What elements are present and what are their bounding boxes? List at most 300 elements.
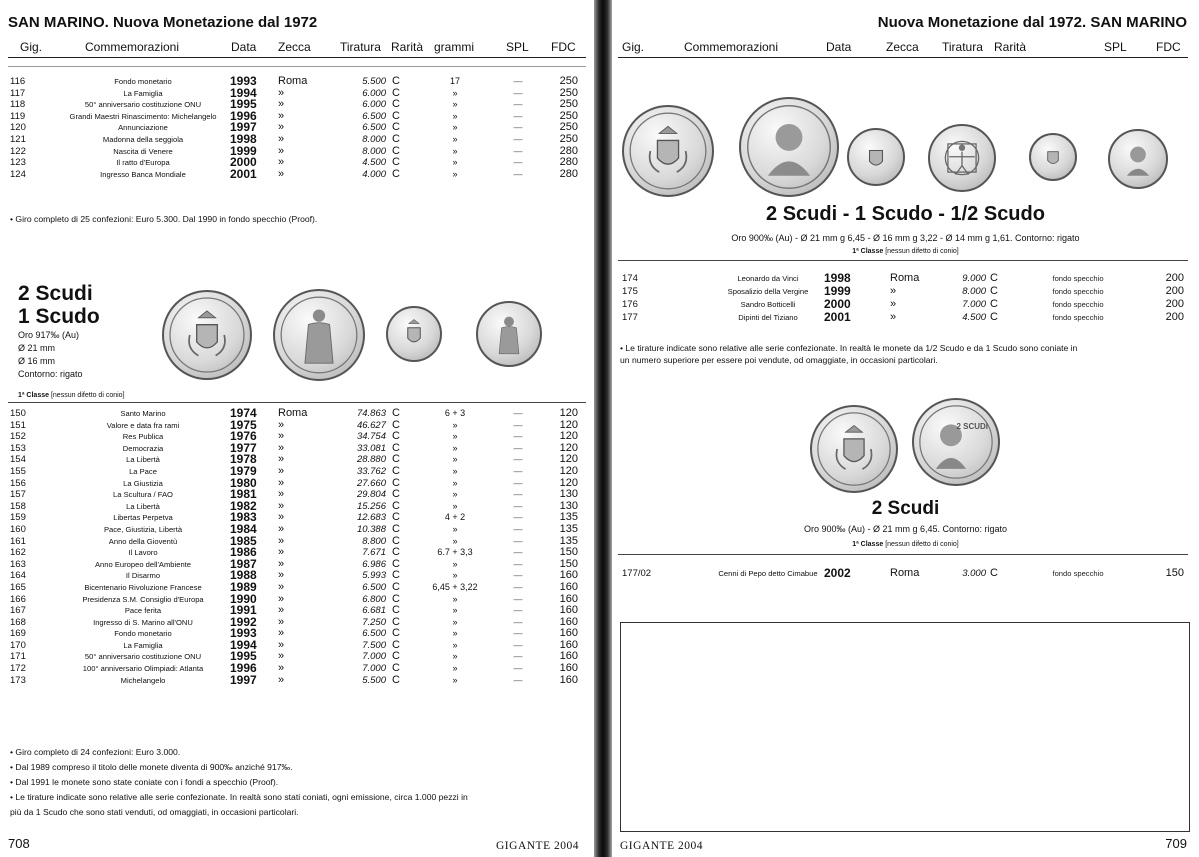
cell-name: Il Disarmo — [125, 571, 161, 581]
table-row — [8, 454, 586, 466]
table-row — [8, 614, 586, 629]
cell-number: 169 — [10, 628, 26, 640]
header-gig: Gig. — [622, 40, 645, 54]
cell-fdc: 250 — [559, 86, 578, 99]
cell-spl: — — [513, 639, 523, 650]
header-grammi: grammi — [434, 40, 475, 54]
cell-number: 177 — [622, 312, 638, 323]
header-fdc: FDC — [551, 40, 576, 54]
note-line: • Le tirature indicate sono relative alle serie confezionate. In realtà sono stati coniati, ogni emissione, circa 1.000 pezzi in — [10, 792, 468, 802]
cell-mint: » — [278, 604, 285, 617]
cell-tiratura: 6.986 — [362, 558, 386, 570]
cell-grammi: » — [452, 558, 458, 569]
note-line: • Dal 1991 le monete sono state coniate con i fondi a specchio (Proof). — [10, 777, 279, 787]
cell-mint: » — [278, 499, 285, 512]
cell-mint: » — [278, 488, 285, 501]
table-row — [8, 489, 586, 501]
cell-mint: » — [278, 546, 285, 559]
table-row — [618, 299, 1188, 312]
cell-mint: » — [278, 662, 285, 675]
cell-tiratura: 6.500 — [362, 110, 386, 122]
cell-number: 167 — [10, 605, 26, 617]
cell-year: 1980 — [230, 475, 257, 490]
page-number: 709 — [1165, 836, 1187, 851]
header-rule — [8, 66, 586, 67]
left-page — [0, 0, 594, 857]
cell-number: 158 — [10, 500, 26, 512]
cell-tiratura: 4.000 — [362, 168, 386, 180]
cell-rarita: C — [990, 272, 998, 284]
cell-grammi: » — [452, 489, 458, 500]
cell-grammi: » — [452, 605, 458, 616]
cell-year: 1985 — [230, 533, 257, 548]
cell-year: 1986 — [230, 545, 257, 560]
cell-name: Ingresso di S. Marino all'ONU — [93, 617, 193, 627]
cell-name: Anno Europeo dell'Ambiente — [94, 559, 192, 569]
coat-of-arms-icon — [624, 107, 712, 195]
coin-2002-obverse — [810, 405, 898, 493]
cell-year: 1999 — [824, 284, 851, 298]
cell-name: 50° anniversario costituzione ONU — [84, 652, 202, 662]
cell-tiratura: 74.863 — [356, 408, 386, 419]
cell-mint: » — [278, 464, 285, 477]
cell-year: 1993 — [230, 74, 257, 88]
cell-mint: » — [278, 144, 285, 157]
cell-tiratura: 5.500 — [362, 76, 386, 87]
cell-grammi: » — [452, 157, 458, 168]
cell-fdc: 160 — [559, 580, 578, 593]
header-spl: SPL — [1104, 40, 1127, 54]
cell-tiratura: 8.000 — [362, 145, 386, 157]
cell-spl: — — [513, 477, 523, 488]
cell-mint: » — [278, 592, 285, 605]
cell-tiratura: 3.000 — [962, 568, 986, 579]
cell-spl: — — [513, 663, 523, 674]
coin-half-scudo-reverse — [1108, 129, 1168, 189]
cell-grammi: » — [452, 145, 458, 156]
cell-name: Ingresso Banca Mondiale — [100, 169, 186, 179]
footer: GIGANTE 2004 — [620, 840, 703, 852]
cell-grammi: » — [452, 454, 458, 465]
cell-fdc: 150 — [559, 546, 578, 559]
cell-name: Michelangelo — [120, 675, 166, 685]
cell-year: 1976 — [230, 429, 257, 444]
cell-name: Madonna della seggiola — [102, 134, 184, 144]
cell-rarita: C — [392, 569, 400, 582]
cell-tiratura: 8.000 — [962, 286, 986, 297]
table-row — [8, 408, 586, 420]
cell-name: La Pace — [129, 466, 157, 476]
cell-fdc: 160 — [559, 627, 578, 640]
table-row — [8, 157, 586, 169]
cell-year: 1995 — [230, 97, 257, 112]
table-1998-series — [618, 273, 1188, 325]
cell-year: 1990 — [230, 591, 257, 606]
cell-rarita: C — [990, 311, 998, 323]
coat-of-arms-icon — [164, 292, 250, 378]
section-specs-2: Oro 900‰ (Au) - Ø 21 mm g 6,45. Contorno: rigato — [803, 524, 1008, 534]
section-specs-1: Oro 900‰ (Au) - Ø 21 mm g 6,45 - Ø 16 mm g 3,22 - Ø 14 mm g 1,61. Contorno: rigato — [731, 233, 1080, 243]
vitruvian-man-icon — [930, 126, 994, 190]
cell-mint: » — [278, 615, 285, 628]
cell-year: 1998 — [230, 131, 257, 146]
cell-tiratura: 29.804 — [356, 489, 386, 501]
cell-number: 173 — [10, 674, 26, 686]
table-row — [8, 108, 586, 123]
section-title-2-scudi: 2 Scudi — [18, 282, 93, 305]
cell-number: 124 — [10, 168, 26, 180]
cell-grammi: » — [452, 651, 458, 662]
cell-rarita: C — [392, 546, 400, 559]
cell-rarita: C — [392, 638, 400, 651]
cell-tiratura: 10.388 — [356, 523, 386, 535]
cell-name: Leonardo da Vinci — [737, 274, 799, 283]
cell-name: 100° anniversario Olimpiadi: Atlanta — [82, 664, 204, 674]
cell-grammi: » — [452, 663, 458, 674]
saint-figure-icon — [478, 303, 540, 365]
cell-tiratura: 6.500 — [362, 581, 386, 593]
cell-mint: » — [278, 627, 285, 640]
cell-grammi: » — [452, 87, 458, 98]
table-row — [8, 533, 586, 548]
cell-mint: » — [890, 298, 897, 310]
cell-rarita: C — [392, 430, 400, 443]
table-row — [8, 122, 586, 134]
cell-fdc: 280 — [559, 156, 578, 169]
cell-mint: » — [278, 109, 285, 122]
cell-grammi: » — [452, 419, 458, 430]
cell-year: 1981 — [230, 487, 257, 502]
cell-number: 152 — [10, 431, 26, 443]
spec-line: Ø 21 mm — [18, 343, 56, 353]
cell-mint: » — [278, 557, 285, 570]
cell-name: Il ratto d'Europa — [116, 158, 170, 168]
cell-fdc: 250 — [559, 121, 578, 134]
cell-spl: — — [513, 489, 523, 500]
table-row — [8, 672, 586, 687]
cell-name: La Famiglia — [123, 88, 163, 98]
cell-name: Dipinti del Tiziano — [738, 313, 798, 322]
header-tiratura: Tiratura — [340, 40, 381, 54]
cell-mint: » — [278, 156, 285, 169]
cell-number: 155 — [10, 465, 26, 477]
header-data: Data — [826, 40, 852, 54]
cell-tiratura: 4.500 — [962, 312, 986, 323]
cell-rarita: C — [392, 441, 400, 454]
cell-number: 150 — [10, 408, 26, 419]
cell-rarita: C — [392, 615, 400, 628]
table-row — [618, 312, 1188, 325]
note-giro-25: • Giro completo di 25 confezioni: Euro 5.300. Dal 1990 in fondo specchio (Proof). — [10, 214, 318, 224]
cell-year: 1984 — [230, 521, 257, 536]
madonna-portrait-icon — [741, 99, 837, 195]
cell-number: 118 — [10, 99, 26, 111]
cell-fdc: 120 — [559, 476, 578, 489]
section-title-2: 2 Scudi — [871, 498, 940, 519]
table-row — [8, 85, 586, 100]
table-1-rule — [618, 260, 1188, 261]
cell-mint: » — [278, 441, 285, 454]
cell-number: 157 — [10, 489, 26, 501]
cell-fdc: 160 — [559, 592, 578, 605]
cell-number: 162 — [10, 547, 26, 559]
cell-tiratura: 7.000 — [962, 299, 986, 310]
cell-rarita: C — [392, 75, 400, 87]
cell-year: 1983 — [230, 510, 257, 525]
cell-name: Libertas Perpetva — [113, 513, 173, 523]
cell-fdc: 120 — [559, 464, 578, 477]
header-zecca: Zecca — [278, 40, 311, 54]
cell-name: Fondo monetario — [114, 629, 172, 639]
cell-fdc: 250 — [559, 98, 578, 111]
section-title-1-scudo: 1 Scudo — [18, 305, 100, 328]
cell-grammi: » — [452, 570, 458, 581]
cell-spl: — — [513, 500, 523, 511]
page-number: 708 — [8, 836, 30, 851]
cell-tiratura: 12.683 — [356, 512, 386, 524]
cell-fdc: 160 — [559, 638, 578, 651]
cell-year: 2000 — [824, 297, 851, 311]
spec-line: Ø 16 mm — [18, 356, 56, 366]
cell-year: 1979 — [230, 463, 257, 478]
cell-mint: Roma — [890, 272, 920, 284]
cell-rarita: C — [392, 488, 400, 501]
cell-spl: — — [513, 431, 523, 442]
cell-fdc: 130 — [559, 488, 578, 501]
cell-spl: — — [513, 145, 523, 156]
cell-name: Bicentenario Rivoluzione Francese — [84, 582, 202, 592]
coat-of-arms-icon — [388, 308, 440, 360]
cell-rarita: C — [392, 407, 400, 419]
note-line: • Dal 1989 compreso il titolo delle monete diventa di 900‰ anziché 917‰. — [10, 762, 293, 772]
coin-2-scudi-obverse — [162, 290, 252, 380]
cell-name: Pace ferita — [124, 606, 162, 616]
coat-of-arms-icon — [1031, 135, 1075, 179]
cell-rarita: C — [392, 499, 400, 512]
cell-fdc: 135 — [559, 511, 578, 524]
cell-mint: » — [278, 673, 285, 686]
cell-name: Res Publica — [122, 432, 164, 442]
cell-grammi: 17 — [449, 76, 460, 86]
cell-fdc: 135 — [559, 534, 578, 547]
coin-2-scudi-obverse — [622, 105, 714, 197]
header-spl: SPL — [506, 40, 529, 54]
cell-grammi: » — [452, 168, 458, 179]
table-row — [8, 99, 586, 111]
classe-label — [18, 392, 125, 399]
header-tiratura: Tiratura — [942, 40, 983, 54]
cell-number: 123 — [10, 157, 26, 169]
cimabue-madonna-icon — [914, 400, 998, 484]
cell-rarita: C — [392, 418, 400, 431]
cell-grammi: » — [452, 674, 458, 685]
cell-spl: — — [513, 605, 523, 616]
table-row — [8, 512, 586, 524]
cell-fdc: 160 — [559, 662, 578, 675]
cell-spl: — — [513, 523, 523, 534]
cell-year: 1997 — [230, 120, 257, 135]
cell-rarita: C — [392, 476, 400, 489]
cell-spl: — — [513, 616, 523, 627]
table-row — [8, 143, 586, 158]
cell-spl: — — [513, 442, 523, 453]
cell-grammi: » — [452, 593, 458, 604]
cell-grammi: 6 + 3 — [444, 408, 466, 418]
header-data: Data — [231, 40, 257, 54]
cell-number: 122 — [10, 145, 26, 157]
classe-rest: [nessun difetto di conio] — [883, 248, 959, 255]
cell-year: 1977 — [230, 440, 257, 455]
header-rarita: Rarità — [391, 40, 424, 54]
cell-number: 151 — [10, 419, 26, 431]
cell-spl: — — [513, 87, 523, 98]
note-line: • Giro completo di 24 confezioni: Euro 3.000. — [10, 747, 181, 757]
coin-1-scudo-reverse — [476, 301, 542, 367]
cell-spl: — — [513, 651, 523, 662]
cell-mint: » — [890, 285, 897, 297]
cell-name: Santo Marino — [120, 409, 166, 418]
cell-mint: » — [890, 311, 897, 323]
table-row — [8, 628, 586, 640]
cell-grammi: 6,45 + 3,22 — [432, 581, 478, 592]
cell-rarita: C — [392, 109, 400, 122]
cell-year: 1999 — [230, 143, 257, 158]
notes-block — [10, 745, 468, 820]
table-row — [618, 568, 1188, 581]
cell-fdc: 200 — [1165, 311, 1184, 323]
cell-year: 1978 — [230, 452, 257, 467]
coin-2002-reverse — [912, 398, 1000, 486]
cell-spl: fondo specchio — [1052, 287, 1104, 296]
table-row — [8, 663, 586, 675]
table-row — [8, 521, 586, 536]
cell-mint: » — [278, 476, 285, 489]
cell-tiratura: 6.500 — [362, 122, 386, 134]
cell-rarita: C — [392, 627, 400, 640]
cell-mint: » — [278, 132, 285, 145]
table-row — [8, 556, 586, 571]
table-row — [8, 591, 586, 606]
cell-rarita: C — [392, 534, 400, 547]
cell-year: 1988 — [230, 568, 257, 583]
cell-name: La Giustizia — [123, 478, 163, 488]
cell-number: 117 — [10, 87, 26, 99]
cell-mint: » — [278, 650, 285, 663]
cell-fdc: 120 — [559, 407, 578, 419]
cell-fdc: 160 — [559, 615, 578, 628]
cell-number: 174 — [622, 273, 638, 284]
cell-year: 2001 — [824, 310, 851, 324]
cell-name: Valore e data fra rami — [106, 420, 180, 430]
cell-number: 116 — [10, 76, 26, 87]
cell-rarita: C — [392, 662, 400, 675]
table-row — [8, 417, 586, 432]
cell-mint: » — [278, 511, 285, 524]
classe-bold: 1ª Classe — [852, 248, 884, 255]
cell-name: La Libertà — [126, 455, 160, 465]
cell-fdc: 200 — [1165, 298, 1184, 310]
cell-name: Grandi Maestri Rinascimento: Michelangelo — [69, 111, 217, 121]
cell-number: 165 — [10, 581, 26, 593]
cell-number: 161 — [10, 535, 26, 547]
book-spine — [594, 0, 612, 857]
cell-tiratura: 33.762 — [356, 465, 386, 477]
table-row — [8, 131, 586, 146]
spec-line: Oro 917‰ (Au) — [18, 330, 80, 340]
cell-year: 1982 — [230, 498, 257, 513]
table-row — [8, 579, 586, 594]
cell-rarita: C — [392, 522, 400, 535]
cell-grammi: » — [452, 110, 458, 121]
classe-label — [612, 541, 1199, 548]
cell-tiratura: 5.500 — [362, 674, 386, 686]
cell-name: La Famiglia — [123, 640, 163, 650]
cell-tiratura: 6.000 — [362, 87, 386, 99]
table-row — [8, 570, 586, 582]
cell-name: Sposalizio della Vergine — [727, 287, 809, 296]
coat-of-arms-icon — [812, 407, 896, 491]
cell-fdc: 250 — [559, 109, 578, 122]
cell-fdc: 130 — [559, 499, 578, 512]
cell-tiratura: 8.000 — [362, 133, 386, 145]
cell-grammi: » — [452, 523, 458, 534]
portrait-icon — [1110, 131, 1166, 187]
note-line: • Le tirature indicate sono relative alle serie confezionate. In realtà le monete da 1/2 Scudo e da 1 Scudo sono coniate in — [620, 343, 1078, 353]
cell-name: La Scultura / FAO — [113, 490, 173, 500]
cell-mint: » — [278, 453, 285, 466]
classe-rest: [nessun difetto di conio] — [49, 392, 125, 399]
cell-name: Nascita di Venere — [113, 146, 173, 156]
cell-mint: » — [278, 418, 285, 431]
cell-spl: — — [513, 535, 523, 546]
cell-grammi: » — [452, 122, 458, 133]
cell-mint: » — [278, 534, 285, 547]
cell-mint: » — [278, 522, 285, 535]
header-fdc: FDC — [1156, 40, 1181, 54]
cell-grammi: » — [452, 616, 458, 627]
cell-tiratura: 27.660 — [356, 477, 386, 489]
cell-rarita: C — [392, 144, 400, 157]
table-row — [8, 76, 586, 88]
cell-tiratura: 7.500 — [362, 639, 386, 651]
spec-line: Contorno: rigato — [18, 369, 83, 379]
cell-year: 1974 — [230, 406, 257, 420]
cell-spl: — — [513, 581, 523, 592]
cell-grammi: » — [452, 99, 458, 110]
cell-grammi: » — [452, 431, 458, 442]
cell-fdc: 280 — [559, 144, 578, 157]
cell-spl: — — [513, 419, 523, 430]
cell-mint: » — [278, 569, 285, 582]
cell-rarita: C — [392, 464, 400, 477]
cell-grammi: » — [452, 477, 458, 488]
cell-number: 119 — [10, 110, 26, 122]
cell-spl: — — [513, 76, 523, 86]
cell-spl: — — [513, 122, 523, 133]
cell-spl: — — [513, 512, 523, 523]
cell-mint: » — [278, 86, 285, 99]
cell-number: 168 — [10, 616, 26, 628]
cell-year: 1991 — [230, 603, 257, 618]
cell-name: La Libertà — [126, 501, 160, 511]
cell-number: 170 — [10, 639, 26, 651]
cell-number: 159 — [10, 512, 26, 524]
cell-tiratura: 6.000 — [362, 99, 386, 111]
cell-spl: — — [513, 547, 523, 558]
cell-number: 171 — [10, 651, 26, 663]
cell-mint: » — [278, 167, 285, 180]
coin-half-scudo-obverse — [1029, 133, 1077, 181]
